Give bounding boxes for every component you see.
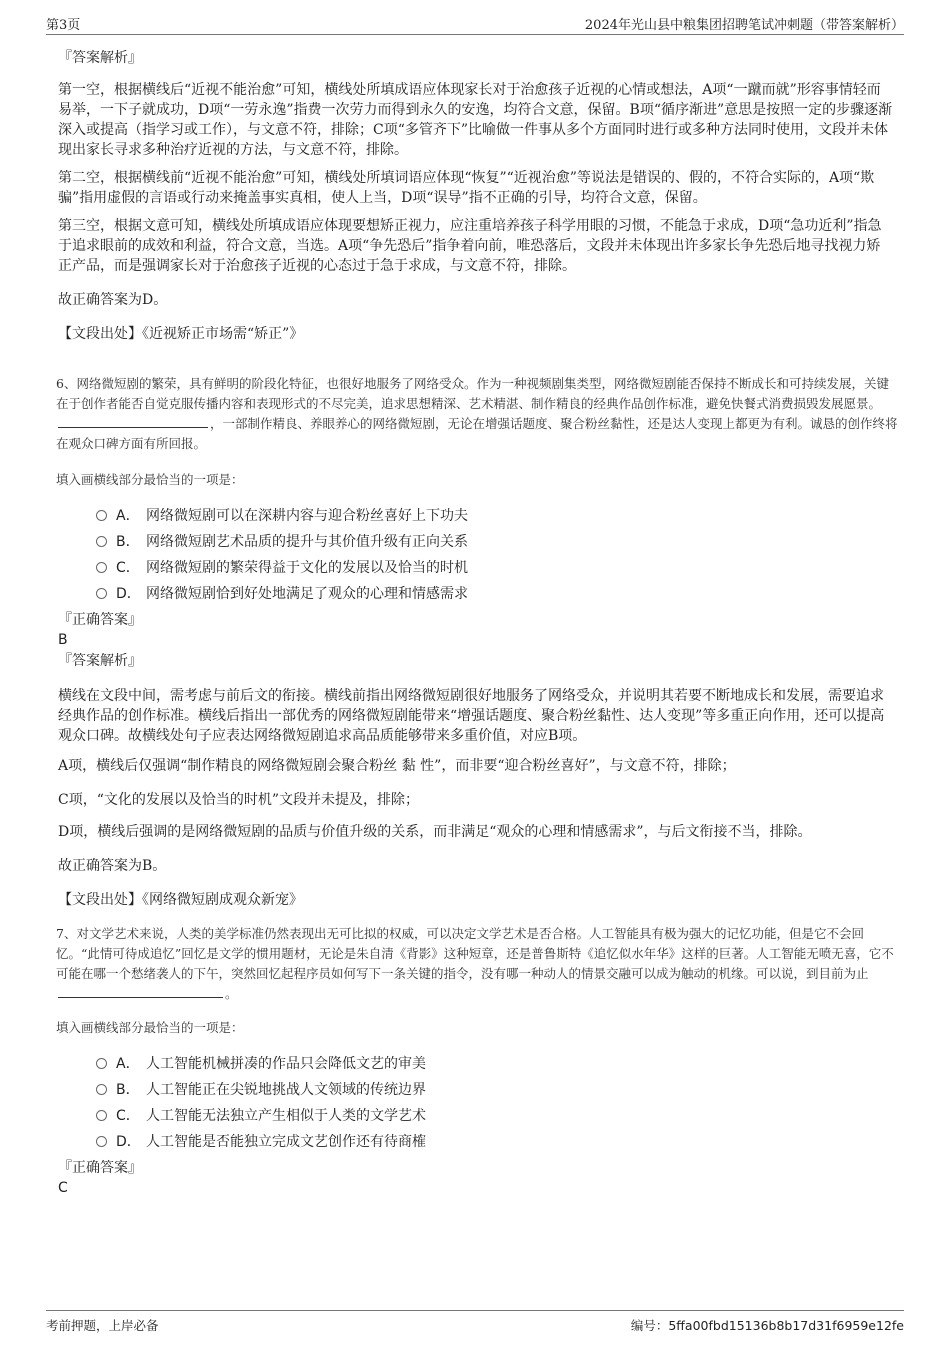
analysis-paragraph-3: C项，“文化的发展以及恰当的时机”文段并未提及，排除； [58,792,420,808]
radio-icon[interactable] [96,536,107,547]
radio-icon[interactable] [96,510,107,521]
question-7-text-a: 7、对文学艺术来说，人类的美学标准仍然表现出无可比拟的权威，可以决定文学艺术是否合格。人工智能具有极为强大的记忆功能，但是它不会回忆。“此情可待成追忆”回忆是文学的惯用题材，无论是朱自清《背影》这种短章，还是普鲁斯特《追忆似水年华》这样的巨著。人工智能无喷无喜，它不可能在哪一个愁绪袭人的下午，突然回忆起程序员如何写下一条关键的指令，没有哪一种动人的情景交融可以成为触动的机缘。可以说，到目前为止 [56,926,894,981]
option-a[interactable] [96,1054,426,1074]
question-7-text [56,924,898,1004]
source-line: 【文段出处】《近视矫正市场需“矫正”》 [58,326,304,342]
page-number: 第3页 [46,18,81,33]
question-7-text-b: 。 [225,986,238,1001]
option-d[interactable] [96,1132,426,1152]
radio-icon[interactable] [96,562,107,573]
option-c[interactable] [96,558,468,578]
option-d[interactable] [96,584,468,604]
option-key: D． [116,1134,141,1150]
option-key: A． [116,508,140,524]
answer-blank [58,415,208,428]
source-line: 【文段出处】《网络微短剧成观众新宠》 [58,892,303,908]
option-key: A． [116,1056,140,1072]
question-6-text-b: ，一部制作精良、养眼养心的网络微短剧，无论在增强话题度、聚合粉丝黏性，还是达人变现上都更为有利。诚恳的创作终将在观众口碑方面有所回报。 [56,416,898,451]
option-text: 网络微短剧恰到好处地满足了观众的心理和情感需求 [146,586,468,602]
analysis-paragraph-1: 横线在文段中间，需考虑与前后文的衔接。横线前指出网络微短剧很好地服务了网络受众，并说明其若要不断地成长和发展，需要追求经典作品的创作标准。横线后指出一部优秀的网络微短剧能带来“增强话题度、聚合粉丝黏性、达人变现”等多重正向作用，还可以提高观众口碑。故横线处句子应表达网络微短剧追求高品质能够带来多重价值，对应B项。 [58,688,885,744]
option-text: 人工智能机械拼凑的作品只会降低文艺的审美 [146,1056,426,1072]
analysis-tag: 『答案解析』 [58,50,142,66]
option-a[interactable] [96,506,468,526]
option-text: 人工智能是否能独立完成文艺创作还有待商榷 [146,1134,426,1150]
question-6-prompt: 填入画横线部分最恰当的一项是： [56,472,244,487]
analysis-paragraph-1: 第一空，根据横线后“近视不能治愈”可知，横线处所填成语应体现家长对于治愈孩子近视的心情或想法，A项“一蹴而就”形容事情轻而易举，一下子就成功，D项“一劳永逸”指费一次劳力而得到永久的安逸，均符合文意，保留。B项“循序渐进”意思是按照一定的步骤逐渐深入或提高（指学习或工作），与文意不符，排除；C项“多管齐下”比喻做一件事从多个方面同时进行或多种方法同时使用，文段并未体现出家长寻求多种治疗近视的方法，与文意不符，排除。 [58,82,893,158]
option-b[interactable] [96,1080,426,1100]
question-6-text-a: 6、网络微短剧的繁荣，具有鲜明的阶段化特征，也很好地服务了网络受众。作为一种视频剧集类型，网络微短剧能否保持不断成长和可持续发展，关键在于创作者能否自觉克服传播内容和表现形式的不尽完美，追求思想精深、艺术精湛、制作精良的经典作品创作标准，避免快餐式消费损毁发展愿景。 [56,376,889,411]
option-c[interactable] [96,1106,426,1126]
page-header [46,12,904,35]
option-key: B． [116,534,140,550]
question-7-prompt: 填入画横线部分最恰当的一项是： [56,1020,244,1035]
page-footer [46,1310,904,1333]
correct-answer-tag: 『正确答案』 [58,1160,142,1176]
analysis-tag: 『答案解析』 [58,653,142,669]
option-text: 人工智能正在尖锐地挑战人文领域的传统边界 [146,1082,426,1098]
option-b[interactable] [96,532,468,552]
radio-icon[interactable] [96,1084,107,1095]
correct-answer: C [58,1180,68,1196]
analysis-paragraph-3: 第三空，根据文意可知，横线处所填成语应体现要想矫正视力，应注重培养孩子科学用眼的习惯，不能急于求成，D项“急功近利”指急于追求眼前的成效和利益，符合文意，当选。A项“争先恐后”指争着向前，唯恐落后，文段并未体现出许多家长争先恐后地寻找视力矫正产品，而是强调家长对于治愈孩子近视的心态过于急于求成，与文意不符，排除。 [58,218,882,274]
answer-blank [58,985,223,998]
correct-answer: B [58,632,68,648]
document-title: 2024年光山县中粮集团招聘笔试冲刺题（带答案解析） [584,18,904,33]
analysis-paragraph-4: D项，横线后强调的是网络微短剧的品质与价值升级的关系，而非满足“观众的心理和情感需求”，与后文衔接不当，排除。 [58,824,812,840]
document-id: 编号：5ffa00fbd15136b8b17d31f6959e12fe [630,1318,904,1333]
option-key: C． [116,1108,140,1124]
radio-icon[interactable] [96,1110,107,1121]
option-text: 网络微短剧艺术品质的提升与其价值升级有正向关系 [146,534,468,550]
option-key: C． [116,560,140,576]
question-6-text [56,374,898,454]
option-key: B． [116,1082,140,1098]
correct-answer-tag: 『正确答案』 [58,612,142,628]
analysis-paragraph-2: 第二空，根据横线前“近视不能治愈”可知，横线处所填词语应体现“恢复”“近视治愈”等说法是错误的、假的，不符合实际的，A项“欺骗”指用虚假的言语或行动来掩盖事实真相，使人上当，D项“误导”指不正确的引导，均符合文意，保留。 [58,170,875,206]
answer-line: 故正确答案为B。 [58,858,167,874]
radio-icon[interactable] [96,1136,107,1147]
analysis-paragraph-2: A项，横线后仅强调“制作精良的网络微短剧会聚合粉丝 黏 性”，而非要“迎合粉丝喜好”，与文意不符，排除； [58,758,736,774]
option-text: 网络微短剧可以在深耕内容与迎合粉丝喜好上下功夫 [146,508,468,524]
option-text: 网络微短剧的繁荣得益于文化的发展以及恰当的时机 [146,560,468,576]
radio-icon[interactable] [96,588,107,599]
answer-line: 故正确答案为D。 [58,292,168,308]
option-text: 人工智能无法独立产生相似于人类的文学艺术 [146,1108,426,1124]
footer-slogan: 考前押题，上岸必备 [46,1318,159,1333]
radio-icon[interactable] [96,1058,107,1069]
option-key: D． [116,586,141,602]
